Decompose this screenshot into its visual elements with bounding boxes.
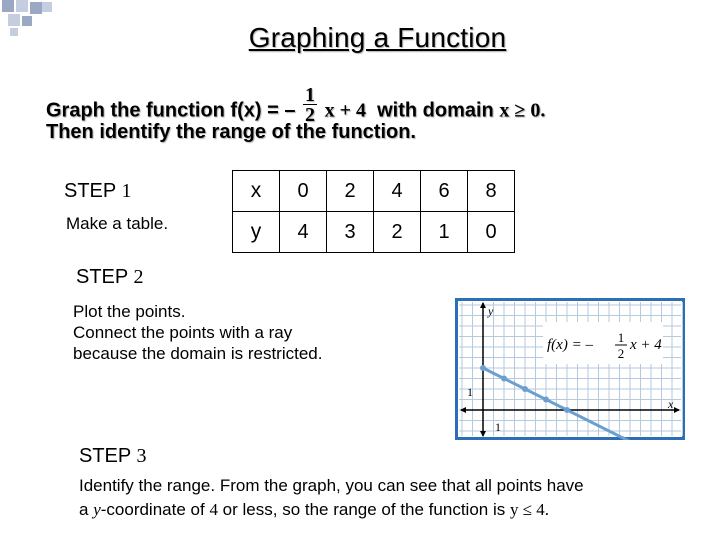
y-tick-label: 1 (467, 385, 473, 399)
table-x-header: x (233, 171, 280, 212)
table-cell: 0 (468, 212, 515, 253)
table-cell: 6 (421, 171, 468, 212)
step3-text (79, 474, 719, 522)
graph-fraction-denominator: 2 (617, 346, 625, 361)
graph-border (457, 300, 684, 439)
problem-expression: x + 4 (324, 99, 366, 122)
graph-point (480, 365, 486, 371)
step3-text-b3: or less, so the range of the function is (222, 500, 506, 519)
graph-point (501, 376, 507, 382)
table-cell: 4 (280, 212, 327, 253)
step3-var-y: y (93, 500, 101, 519)
step3-number: 3 (136, 445, 147, 467)
step1-text: Make a table. (66, 214, 169, 233)
function-label-suffix: x + 4 (630, 337, 662, 353)
step2-text (73, 301, 322, 364)
problem-domain-label: with domain (377, 99, 494, 122)
problem-fraction (303, 86, 317, 124)
table-cell: 3 (327, 212, 374, 253)
step3-text-b1: a (79, 500, 89, 519)
step1-word: STEP (64, 180, 116, 202)
table-cell: 1 (421, 212, 468, 253)
table-row-y (233, 212, 515, 253)
step3-line-1: Identify the range. From the graph, you can see that all points have (79, 476, 584, 495)
step3-num-4: 4 (209, 500, 218, 519)
graph-point (543, 397, 549, 403)
step3-word: STEP (79, 445, 131, 467)
fraction-denominator: 2 (305, 104, 316, 126)
function-graph (455, 298, 685, 440)
step1-heading (64, 180, 131, 203)
table-cell: 0 (280, 171, 327, 212)
step2-line: because the domain is restricted. (73, 344, 323, 363)
problem-line-2: Then identify the range of the function. (46, 121, 416, 143)
step2-number: 2 (133, 266, 144, 288)
table-row-x (233, 171, 515, 212)
step2-line: Plot the points. (73, 302, 186, 321)
table-cell: 2 (327, 171, 374, 212)
step3-heading (79, 445, 146, 468)
step1-number: 1 (121, 180, 132, 202)
step2-line: Connect the points with a ray (73, 323, 293, 342)
xy-table (232, 170, 515, 253)
x-tick-label: 1 (495, 420, 501, 434)
step3-range: y ≤ 4. (509, 500, 550, 519)
table-cell: 2 (374, 212, 421, 253)
step2-heading (76, 266, 143, 289)
problem-prefix: Graph the function f(x) = – (46, 99, 296, 122)
problem-domain: x ≥ 0. (499, 99, 546, 122)
x-axis-label: x (668, 397, 674, 411)
graph-fraction-numerator: 1 (617, 330, 625, 345)
page-title: Graphing a Function (248, 22, 507, 53)
graph-point (522, 386, 528, 392)
step2-word: STEP (76, 266, 128, 288)
table-cell: 4 (374, 171, 421, 212)
fraction-numerator: 1 (305, 84, 316, 106)
step3-text-b2: -coordinate of (100, 500, 205, 519)
y-axis-label: y (488, 304, 494, 318)
table-cell: 8 (468, 171, 515, 212)
graph-point (564, 407, 570, 413)
table-y-header: y (233, 212, 280, 253)
function-label-prefix: f(x) = – (547, 337, 593, 353)
